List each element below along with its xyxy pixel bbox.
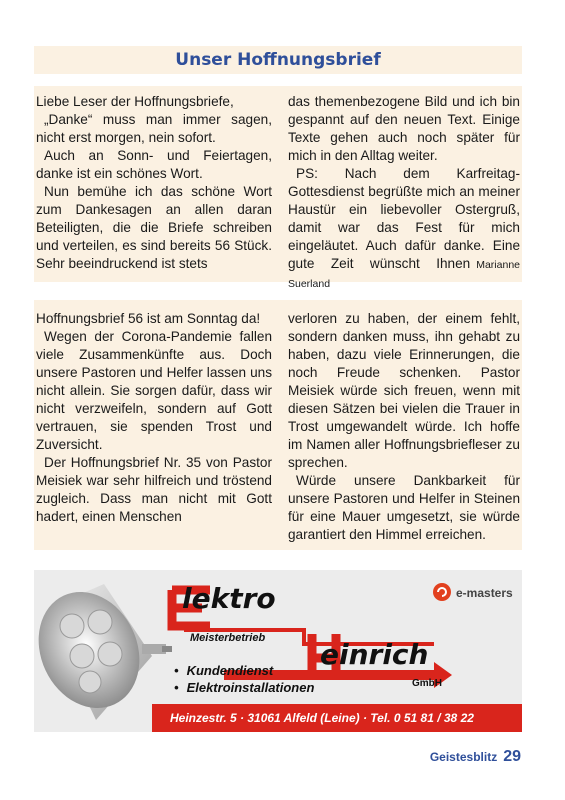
service-item: • Kundendienst xyxy=(174,662,314,679)
signature: Marianne Suerland xyxy=(288,259,520,290)
paragraph: Würde unsere Dankbarkeit für unsere Pastoren und Helfer in Steinen für eine Mauer umgesetzt, sie würde garantiert den Himmel erreichen. xyxy=(288,473,520,542)
services-list xyxy=(174,662,314,696)
page-title: Unser Hoffnungsbrief xyxy=(175,50,381,70)
title-bar xyxy=(34,46,522,74)
paragraph: Liebe Leser der Hoffnungsbriefe, xyxy=(36,94,234,109)
paragraph-text: PS: Nach dem Karfreitag-Gottesdienst begrüßte mich an meiner Haustür ein liebevoller Ostergruß, damit war das Fest für mich eingeläutet. Auch dafür danke. Eine gute Zeit wünscht Ihnen xyxy=(288,166,520,271)
paragraph: „Danke“ muss man immer sagen, nicht erst morgen, nein sofort. xyxy=(36,112,272,145)
e-masters-icon xyxy=(432,584,450,602)
advertisement xyxy=(34,570,522,732)
page-footer xyxy=(430,748,521,766)
paragraph: Der Hoffnungsbrief Nr. 35 von Pastor Meisiek war sehr hilfreich und tröstend zugleich. Dass man nicht mit Gott hadert, einen Menschen xyxy=(36,455,272,524)
paragraph: Auch an Sonn- und Feiertagen, danke ist ein schönes Wort. xyxy=(36,148,272,181)
paragraph: Nun bemühe ich das schöne Wort zum Dankesagen an allen daran Beteiligten, die die Briefe schreiben und verteilen, es sind bereits 56 Stück. Sehr beeindruckend ist stets xyxy=(36,184,272,271)
logo-word-elektro: lektro xyxy=(182,582,276,615)
paragraph: Wegen der Corona-Pandemie fallen viele Zusammenkünfte aus. Doch unsere Pastoren und Helfer lassen uns nicht allein. Sie sorgen dafür, dass wir nicht verzweifeln, sondern auf Gott vertrauen, sie spenden Trost und Zuversicht. xyxy=(36,329,272,452)
letter-2-right-column xyxy=(288,310,520,544)
paragraph: verloren zu haben, der einem fehlt, sondern danken muss, ihn gehabt zu haben, dazu viele Erinnerungen, die noch Freude schenken. Pastor Meisiek würde sich freuen, wenn mit diesen Sätzen bei vielen die Trauer in Trost umgewandelt würde. Ich hoffe im Namen aller Hoffnungsbriefleser zu sprechen. xyxy=(288,311,520,470)
meisterbetrieb-label: Meisterbetrieb xyxy=(190,632,266,644)
e-masters-badge xyxy=(432,584,513,602)
logo-word-heinrich: einrich xyxy=(320,638,429,671)
e-masters-label: e-masters xyxy=(456,586,513,600)
paragraph: das themenbezogene Bild und ich bin gespannt auf den neuen Text. Einige Texte gehen auch noch später für mich in den Alltag weiter. xyxy=(288,94,520,163)
service-item: • Elektroinstallationen xyxy=(174,679,314,696)
letter-1-left-column xyxy=(36,93,272,273)
page-number: 29 xyxy=(503,748,521,765)
paragraph: Hoffnungsbrief 56 ist am Sonntag da! xyxy=(36,311,261,326)
gmbh-label: GmbH xyxy=(412,678,442,689)
letter-1-right-column xyxy=(288,93,520,293)
paragraph xyxy=(288,165,520,293)
letter-2-left-column xyxy=(36,310,272,526)
address-text: Heinzestr. 5 · 31061 Alfeld (Leine) · Tel. 0 51 81 / 38 22 xyxy=(170,711,474,725)
magazine-name: Geistesblitz xyxy=(429,750,498,764)
